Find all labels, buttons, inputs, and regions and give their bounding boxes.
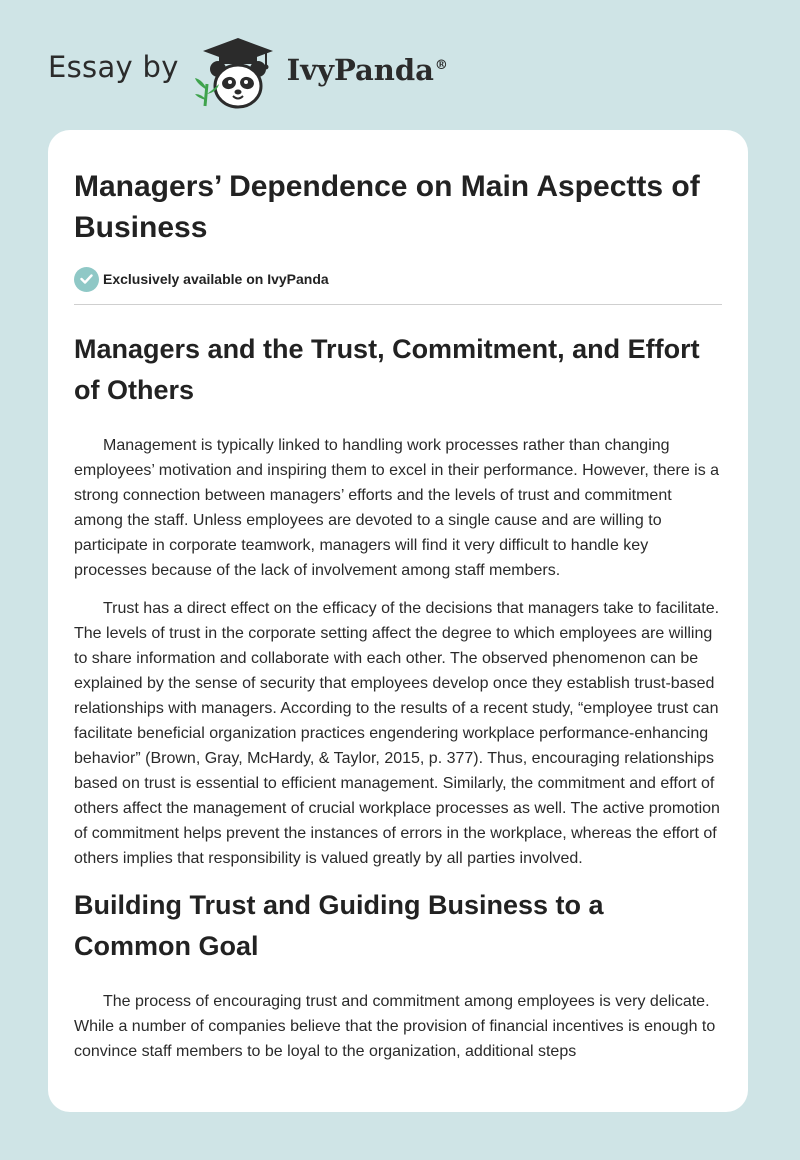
essay-by-label: Essay by	[48, 50, 179, 84]
exclusive-label: Exclusively available on IvyPanda	[103, 271, 329, 287]
essay-card	[48, 130, 748, 1112]
brand-text: IvyPanda	[286, 53, 434, 87]
section-heading: Managers and the Trust, Commitment, and Effort of Others	[74, 334, 700, 405]
brand-name[interactable]	[287, 53, 448, 87]
exclusive-notice	[74, 266, 722, 292]
divider	[74, 304, 722, 305]
panda-graduate-icon[interactable]	[193, 34, 283, 110]
paragraph: Management is typically linked to handling work processes rather than changing employees’ motivation and inspiring them to excel in their performance. However, there is a strong connection between managers’ efforts and the levels of trust and commitment among the staff. Unless employees are devoted to a single cause and are willing to participate in corporate teamwork, managers will find it very difficult to handle key processes because of the lack of involvement among staff members.	[74, 437, 720, 579]
page-title: Managers’ Dependence on Main Aspectts of Business	[74, 170, 700, 244]
check-icon	[74, 267, 99, 292]
paragraph: Trust has a direct effect on the efficacy of the decisions that managers take to facilitate. The levels of trust in the corporate setting affect the degree to which employees are willing to share information and collaborate with each other. The observed phenomenon can be explained by the sense of security that employees develop once they establish trust-based relationships with managers. According to the results of a recent study, “employee trust can facilitate beneficial organization practices engendering workplace performance-enhancing behavior” (Brown, Gray, McHardy, & Taylor, 2015, p. 377). Thus, encouraging relationships based on trust is essential to efficient management. Similarly, the commitment and effort of others affect the management of crucial workplace processes as well. The active promotion of commitment helps prevent the instances of errors in the workplace, whereas the effort of others implies that responsibility is valued greatly by all parties involved.	[74, 600, 720, 867]
site-header	[48, 34, 448, 110]
registered-mark: ®	[434, 58, 448, 74]
paragraph: The process of encouraging trust and commitment among employees is very delicate. While a number of companies believe that the provision of financial incentives is enough to convince staff members to be loyal to the organization, additional steps	[74, 993, 716, 1061]
section-heading: Building Trust and Guiding Business to a Common Goal	[74, 890, 604, 962]
